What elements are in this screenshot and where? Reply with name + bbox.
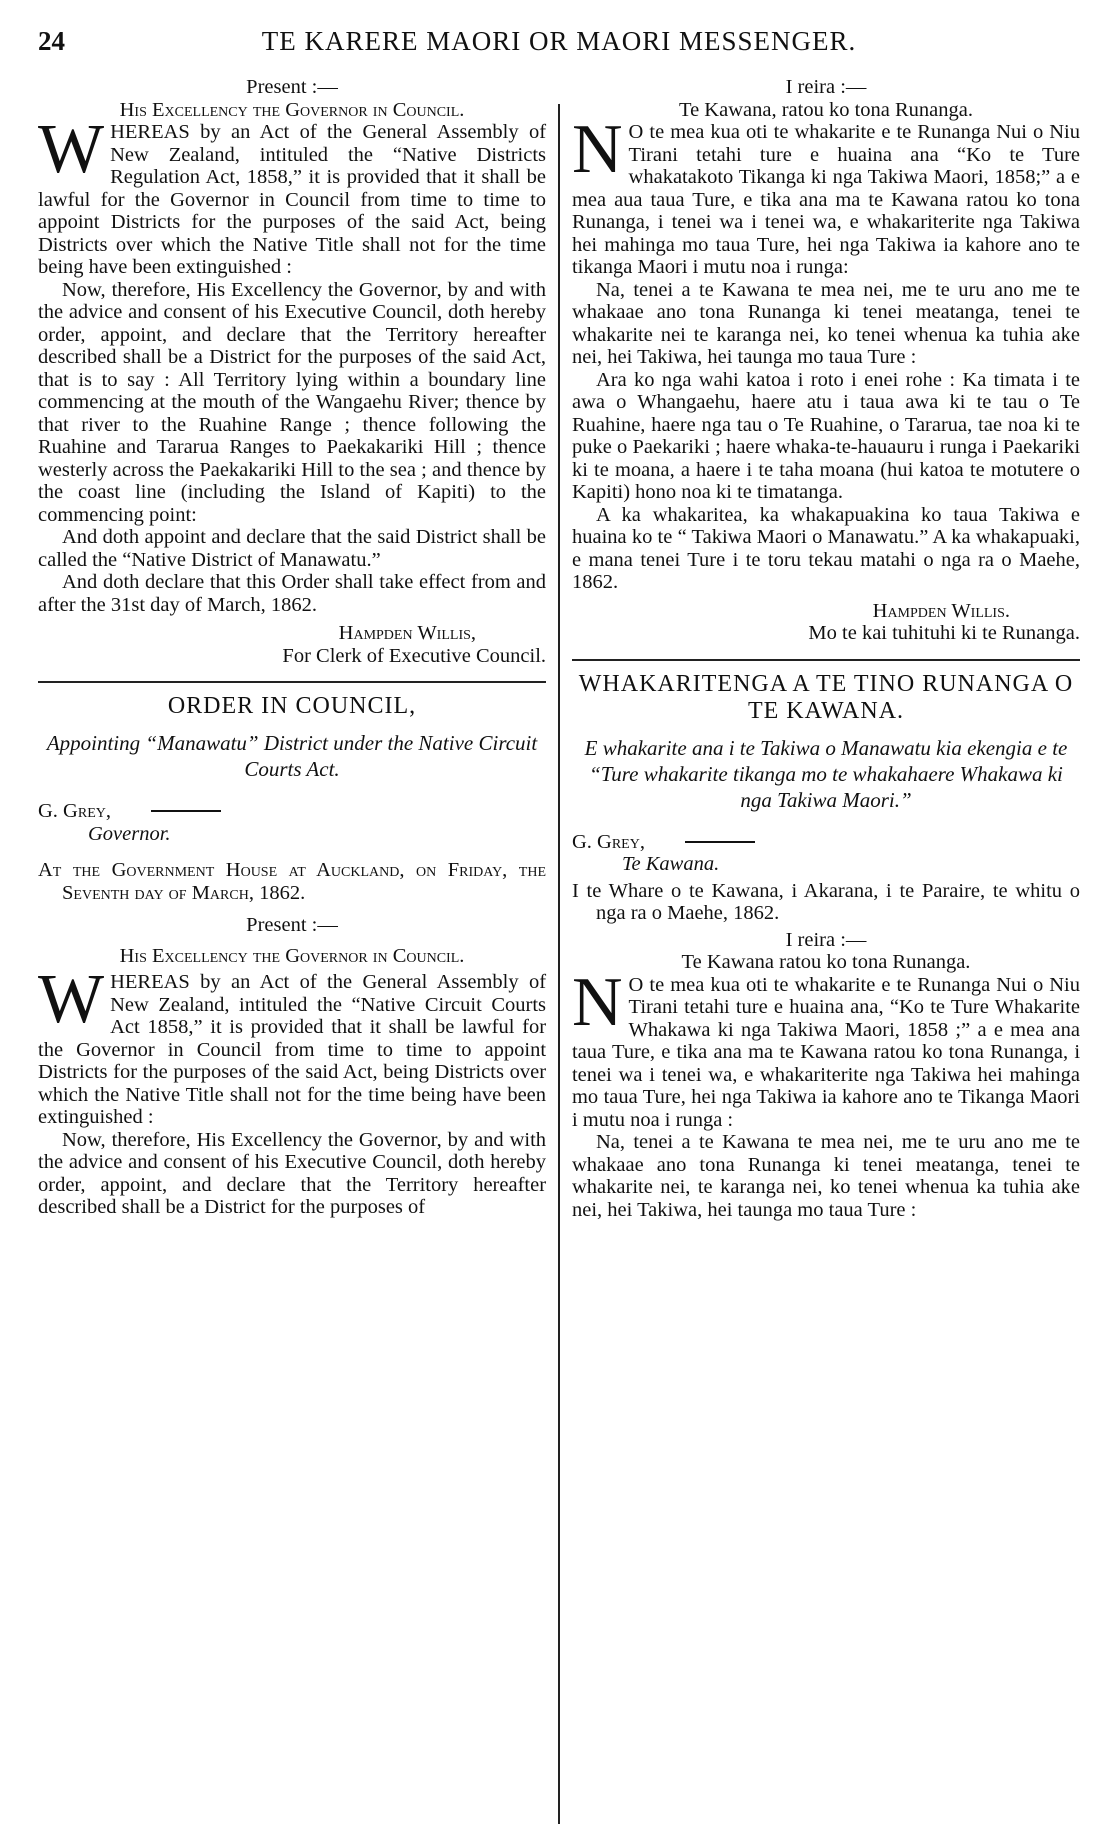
location-line: At the Government House at Auckland, on Friday, the Seventh day of March, 1862. [38, 859, 547, 904]
drop-cap: N [571, 111, 623, 188]
page-header [38, 18, 1080, 64]
present-heading: Present :— [246, 76, 338, 98]
page-number: 24 [38, 26, 65, 56]
council-line-2: Te Kawana ratou ko tona Runanga. [681, 951, 971, 973]
english-column [38, 64, 558, 1824]
governor-name: G. Grey, [571, 830, 645, 853]
governor-title: Governor. [88, 822, 171, 845]
whereas-paragraph-2: WHEREAS by an Act of the General Assembly of New Zealand, intituled the “Native Circuit Courts Act 1858,” it is provided that it shall be lawful for the Governor in Council from time to time to appoint Districts for the purposes of the said Act, being Districts over which the Native Title shall not for the time being have been extinguished : [38, 961, 547, 1128]
governor-name: G. Grey, [38, 800, 111, 822]
signer-role: Mo te kai tuhituhi ki te Runanga. [808, 622, 1081, 644]
drop-cap-2: N [571, 963, 623, 1041]
no-te-mea-paragraph-2: N O te mea kua oti te whakarite e te Runanga Nui o Niu Tirani tetahi ture e huaina ana, “Ko te Ture Whakarite Whakawa ki nga Takiwa Maori, 1858 ;” a e mea ana taua Ture, e tika ana ma te Kawana ratou ko tona Runanga, i tenei wa i tenei wa, e whakariterite nga Takiwa hei mahinga mo taua Ture, hei nga Takiwa ia kahore ano te Tikanga Maori i mutu noa i runga : [571, 963, 1081, 1131]
section-divider [38, 681, 546, 683]
governor-title: Te Kawana. [621, 853, 720, 875]
now-therefore-paragraph: Now, therefore, His Excellency the Governor, by and with the advice and consent of his Executive Council, doth hereby order, appoint, and declare that the Territory hereafter described shall be a District for the purposes of the said Act, that is to say : All Territory lying within a boundary line commencing at the mouth of the Wangaehu River; thence by that river to the Ruahine Range ; thence following the Ruahine and Tararua Ranges to Paekakariki Hill ; thence westerly across the Paekakariki Hill to the sea ; and thence by the coast line (including the Island of Kapiti) to the commencing point: [38, 278, 547, 526]
drop-cap: W [38, 111, 105, 188]
effective-date-paragraph: And doth declare that this Order shall take effect from and after the 31st day of March, 1862. [38, 571, 547, 616]
section-divider [572, 659, 1080, 661]
signature-rule [151, 810, 221, 812]
boundary-paragraph: Ara ko nga wahi katoa i roto i enei rohe : Ka timata i te awa o Whangaehu, haere atu i taua awa ki te tau o Te Ruahine, haere nga tau o Te Ruahine, o Tararua, tae noa ki te puke o Paekariki ; haere whaka-te-hauauru i runga i Paekariki ki te moana, a haere i te taha moana (hui katoa te motutere o Kapiti) hono noa ki te timatanga. [571, 368, 1081, 503]
signer-name: Hampden Willis, [338, 622, 477, 644]
order-title: WHAKARITENGA A TE TINO RUNANGA O TE KAWANA. [578, 670, 1074, 724]
na-tenei-paragraph-2: Na, tenei a te Kawana te mea nei, me te uru ano me te whakaae ano tona Runanga ki tenei meatanga, tenei te whakarite nei, te karanga nei, ko tenei whenua ka tuhia ake nei, hei Takiwa, hei taunga mo taua Ture : [571, 1131, 1081, 1221]
council-line-2: His Excellency the Governor in Council. [119, 944, 465, 967]
present-heading-2: I reira :— [785, 928, 867, 951]
whereas-paragraph: WHEREAS by an Act of the General Assembly of New Zealand, intituled the “Native Districts Regulation Act, 1858,” it is provided that it shall be lawful for the Governor in Council from time to time to appoint Districts for the purposes of the said Act, being Districts over which the Native Title shall not for the time being have been extinguished : [38, 111, 547, 278]
governor-signature [38, 800, 546, 823]
present-heading: I reira :— [785, 76, 867, 98]
columns [38, 64, 1080, 1824]
drop-cap-2: W [38, 961, 105, 1038]
council-line: His Excellency the Governor in Council. [119, 98, 465, 121]
na-tenei-paragraph: Na, tenei a te Kawana te mea nei, me te uru ano me te whakaae ano tona Runanga ki tenei meatanga, tenei te whakarite nei te karanga nei, ko tenei whenua ka tuhia ake nei, hei Takiwa, hei taunga mo taua Ture : [571, 278, 1081, 368]
order-subtitle: E whakarite ana i te Takiwa o Manawatu kia ekengia e te “Ture whakarite tikanga mo te whakahaere Whakawa ki nga Takiwa Maori.” [584, 735, 1068, 812]
location-line: I te Whare o te Kawana, i Akarana, i te Paraire, te whitu o nga ra o Maehe, 1862. [571, 879, 1081, 924]
council-line: Te Kawana, ratou ko tona Runanga. [678, 98, 973, 121]
governor-signature [572, 831, 1080, 854]
now-therefore-paragraph-2: Now, therefore, His Excellency the Governor, by and with the advice and consent of his Executive Council, doth hereby order, appoint, and declare that the Territory hereafter described shall be a District for the purposes of [38, 1128, 547, 1218]
masthead-title: TE KARERE MAORI OR MAORI MESSENGER. [261, 26, 857, 56]
maori-column [560, 64, 1080, 1824]
district-name-paragraph: A ka whakaritea, ka whakapuakina ko taua Takiwa e huaina ko te “ Takiwa Maori o Manawatu.” A ka whakapuaki, e mana tenei Ture i te toru tekau matahi o nga ra o Maehe, 1862. [571, 503, 1081, 593]
district-name-paragraph: And doth appoint and declare that the said District shall be called the “Native District of Manawatu.” [38, 526, 547, 571]
no-te-mea-paragraph: N O te mea kua oti te whakarite e te Runanga Nui o Niu Tirani tetahi ture e huaina ana “Ko te Ture whakatakoto Tikanga ki nga Takiwa Maori, 1858;” a e mea aua taua Ture, e tika ana ma te Kawana ratou ko tona Runanga, i tenei wa i tenei wa, e whakariterite nga Takiwa hei mahinga mo taua Ture, hei nga Takiwa ia kahore ano te tikanga Maori i mutu noa i runga: [571, 111, 1081, 278]
signer-role: For Clerk of Executive Council. [282, 644, 547, 667]
order-title: ORDER IN COUNCIL, [167, 693, 417, 719]
signature-rule [685, 841, 755, 843]
order-subtitle: Appointing “Manawatu” District under the Native Circuit Courts Act. [46, 731, 538, 781]
present-heading-2: Present :— [246, 914, 338, 936]
signer-name: Hampden Willis. [872, 599, 1011, 622]
